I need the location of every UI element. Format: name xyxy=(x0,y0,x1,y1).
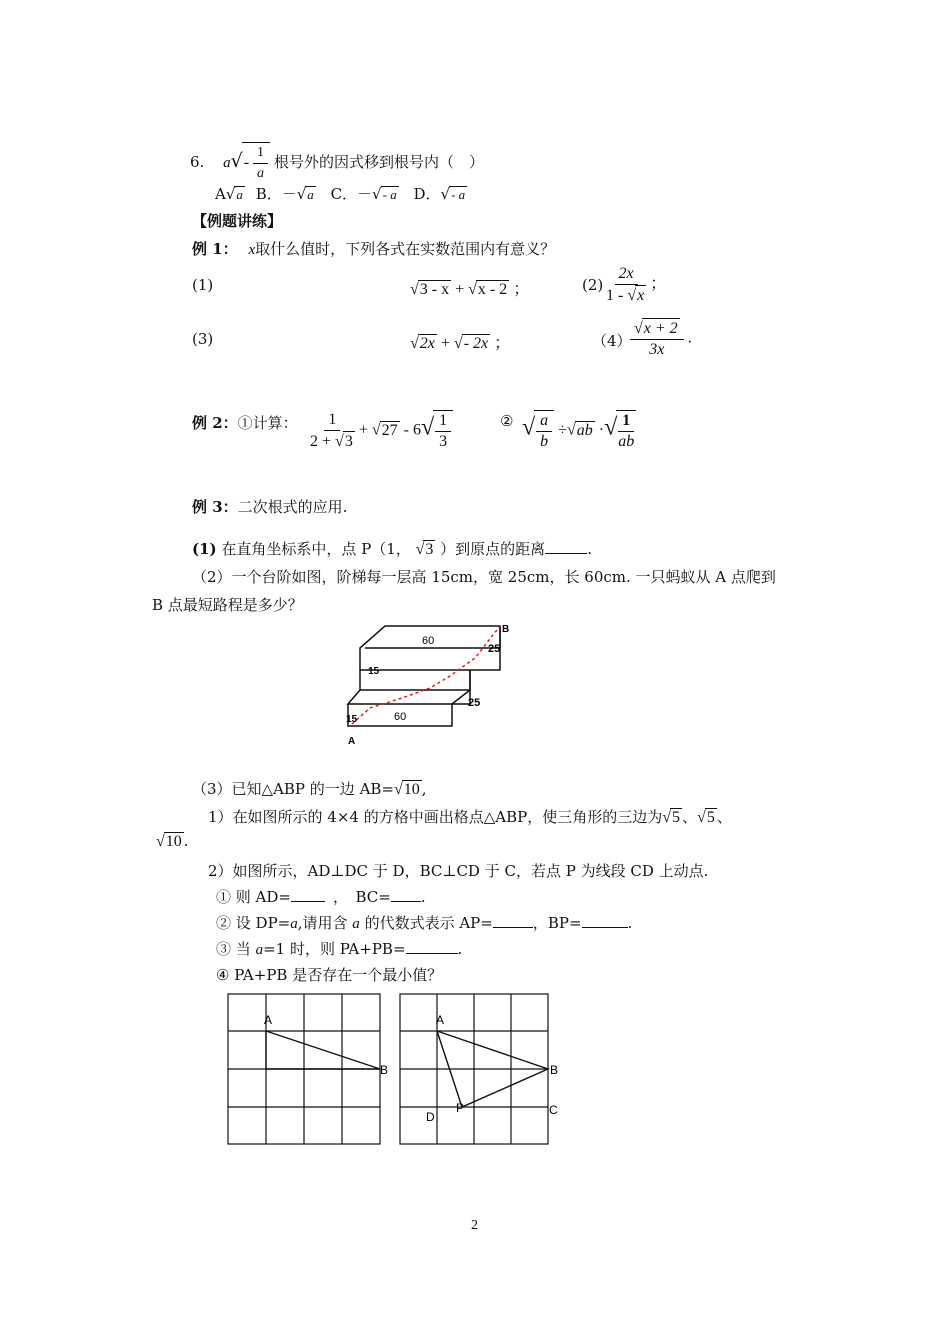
ex3-part1: (1) 在直角坐标系中，点 P（1， √3 ）到原点的距离 . xyxy=(192,540,592,558)
question-6-options: A√a B．－√a C．－√- a D．√- a xyxy=(215,185,466,203)
option-c-label: C．－ xyxy=(330,185,373,203)
ex1-part4-label: （4） xyxy=(592,332,632,350)
grid2-point-p: P xyxy=(456,1101,465,1115)
stairs-figure xyxy=(340,618,520,750)
middle-tread xyxy=(348,690,470,704)
grid2-point-a: A xyxy=(436,1013,445,1027)
triangle-abp xyxy=(266,1031,380,1069)
ex3-sub2-item3: ③ 当 a=1 时，则 PA+PB= . xyxy=(216,940,463,958)
ex1-part2-expr: $\frac{2x}{1 - √x}$ ； xyxy=(606,265,667,304)
ex1-part3-label: (3) xyxy=(192,330,214,348)
example-text: 取什么值时，下列各式在实数范围内有意义？ xyxy=(255,240,556,258)
option-b-value: a xyxy=(307,187,314,202)
top-height-label: 15 xyxy=(368,666,380,677)
grid-lines xyxy=(400,994,548,1144)
ex2-part2-label: ② xyxy=(500,412,514,430)
ex1-part1-label: (1) xyxy=(192,276,214,294)
ex2-part1-expr: $\frac{1}{2 + √3}$ + √27 - 6√ $\frac{1}{3}$ xyxy=(310,410,453,452)
question-6 xyxy=(190,142,484,184)
question-text: 根号外的因式移到根号内（ ） xyxy=(274,153,485,171)
section-title: 【例题讲练】 xyxy=(192,212,283,230)
option-b-label: B．－ xyxy=(255,185,297,203)
ex1-part2-label: (2) xyxy=(582,276,604,294)
grid-figure-1 xyxy=(224,990,392,1148)
ap-blank[interactable] xyxy=(493,927,533,928)
grid1-point-a: A xyxy=(264,1013,273,1027)
option-c-value: - a xyxy=(382,187,397,202)
option-a-label: A xyxy=(215,185,226,203)
grid2-point-c: C xyxy=(549,1103,558,1117)
option-a-value: a xyxy=(236,187,243,202)
ex1-part3-expr: √2x + √- 2x ； xyxy=(410,335,511,352)
ex3-part2-line2: B 点最短路程是多少？ xyxy=(152,596,303,614)
point-a-label: A xyxy=(348,736,356,747)
bp-blank[interactable] xyxy=(582,927,628,928)
top-width-label: 25 xyxy=(488,643,501,655)
point-b-label: B xyxy=(502,624,510,635)
bottom-height-label: 15 xyxy=(346,714,358,725)
top-step-outline xyxy=(360,626,500,670)
ex3-part3: （3）已知△ABP 的一边 AB=√10 , xyxy=(192,780,427,798)
example-label: 例 1： xyxy=(192,240,238,258)
ex3-sub1-cont: √10 . xyxy=(156,832,189,850)
ex3-sub2-item2: ② 设 DP=a,请用含 a 的代数式表示 AP= ，BP= . xyxy=(216,914,633,932)
example-2-heading xyxy=(192,412,298,433)
ex3-sub2-item1: ① 则 AD= ， BC= . xyxy=(216,888,426,906)
option-d-value: - a xyxy=(451,187,466,202)
example-1-heading xyxy=(192,238,555,259)
question-number: 6. xyxy=(190,153,205,171)
ex3-sub2: 2）如图所示，AD⊥DC 于 D，BC⊥CD 于 C，若点 P 为线段 CD 上动点. xyxy=(208,862,709,880)
example-var: x xyxy=(248,242,256,258)
bottom-length-label: 60 xyxy=(394,711,407,723)
top-length-label: 60 xyxy=(422,635,435,647)
sqrt-expression: √- $\frac{1}{a}$ xyxy=(231,142,270,184)
ex1-part4-expr: $\frac{√x + 2}{3x}$ . xyxy=(630,318,692,360)
option-d-label: D． xyxy=(413,185,441,203)
example-label: 例 3： xyxy=(192,498,238,516)
expr-var: a xyxy=(223,155,231,171)
bottom-width-label: 25 xyxy=(468,697,481,709)
bottom-step xyxy=(348,690,470,726)
example-text: 二次根式的应用. xyxy=(237,498,348,516)
ex3-sub2-item4: ④ PA+PB 是否存在一个最小值？ xyxy=(216,966,443,984)
ex1-part1-expr: √3 - x + √x - 2 ； xyxy=(410,281,530,298)
ex3-part2-line1: （2）一个台阶如图，阶梯每一层高 15cm，宽 25cm，长 60cm. 一只蚂蚁从 A 点爬到 xyxy=(192,568,776,586)
grid2-point-b: B xyxy=(550,1063,559,1077)
ad-blank[interactable] xyxy=(291,901,325,902)
ex3-sub1: 1）在如图所示的 4×4 的方格中画出格点△ABP，使三角形的三边为√5 、√5 、 xyxy=(208,808,732,826)
answer-blank[interactable] xyxy=(545,553,587,554)
sum-blank[interactable] xyxy=(406,953,458,954)
page-number: 2 xyxy=(471,1218,478,1233)
grid1-point-b: B xyxy=(380,1063,389,1077)
grid-figure-2 xyxy=(396,990,568,1148)
ex2-part2-expr: √ $\frac{a}{b}$ ÷√ab ·√ $\frac{1}{ab}$ xyxy=(522,412,635,450)
bc-blank[interactable] xyxy=(391,901,421,902)
grid2-point-d: D xyxy=(426,1110,435,1124)
example-3-heading xyxy=(192,496,347,517)
example-label: 例 2： xyxy=(192,414,238,432)
part-1-label: ①计算： xyxy=(237,414,298,432)
